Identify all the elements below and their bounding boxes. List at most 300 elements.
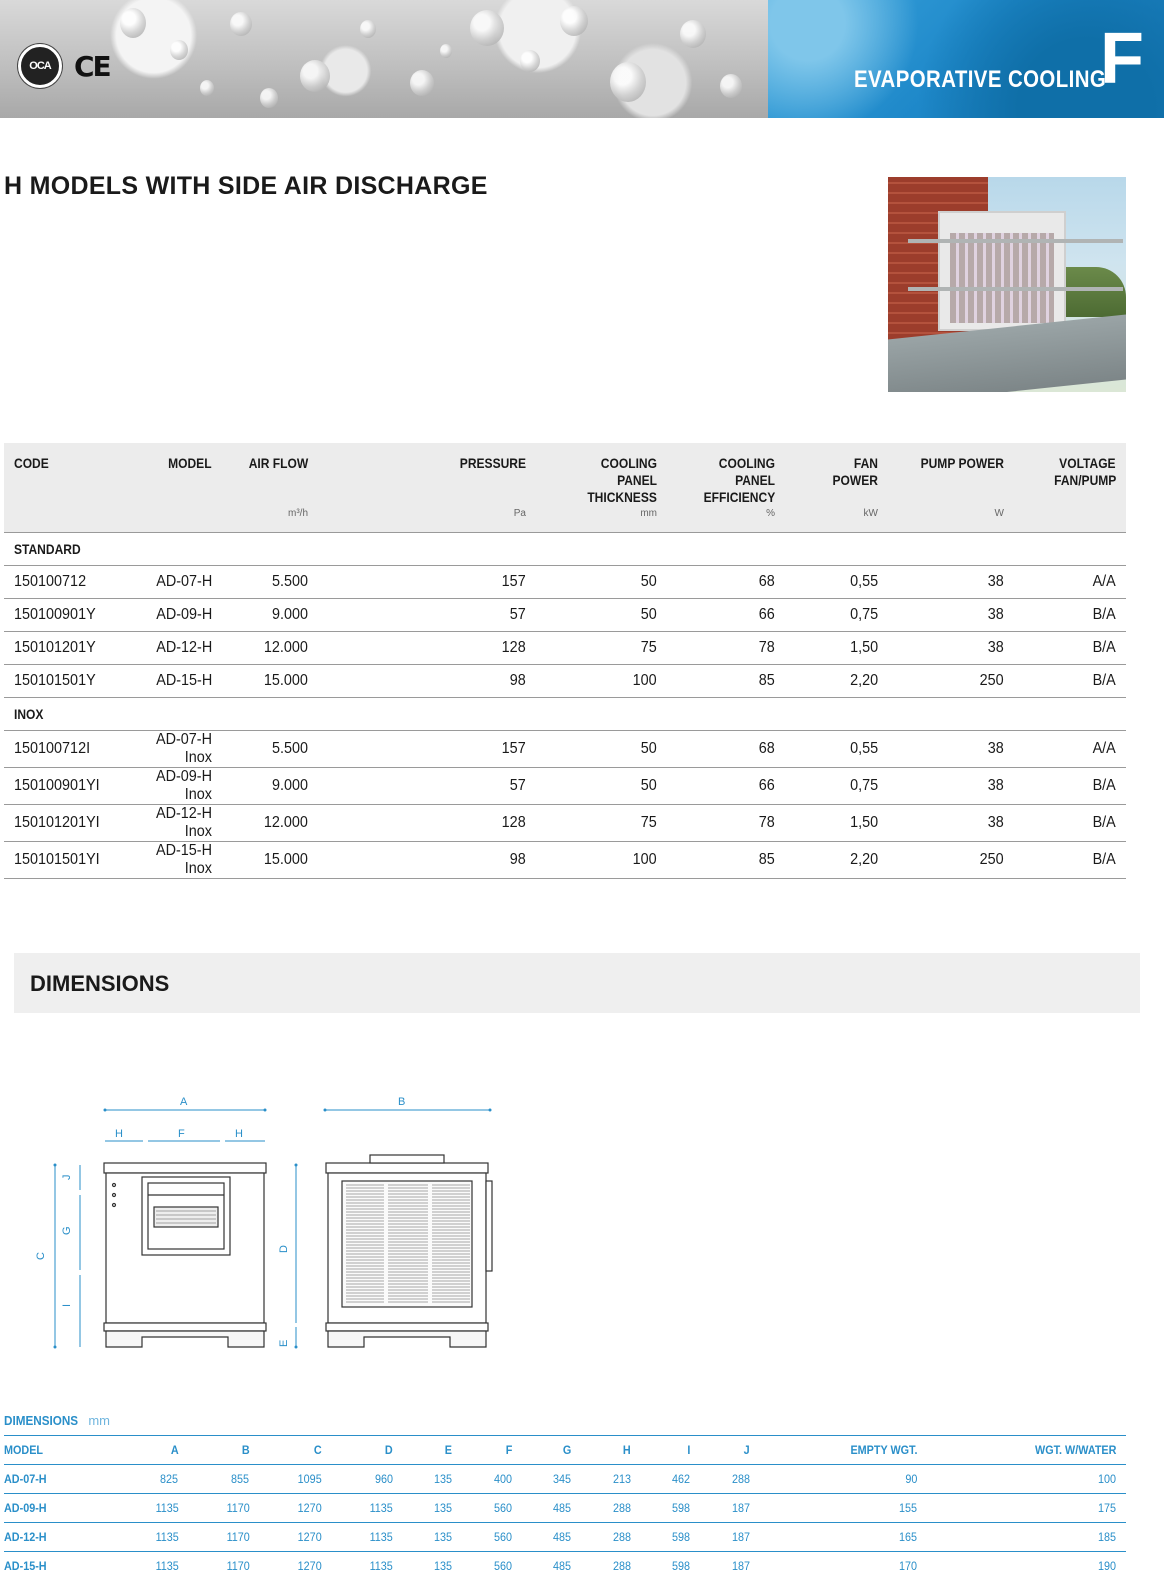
table-cell [888, 767, 1014, 804]
header-banner [0, 0, 1164, 118]
dim-col-header [760, 1436, 927, 1465]
cell-value: B/A [1092, 850, 1116, 868]
dim-cell-value: 1170 [226, 1559, 250, 1574]
dim-cell-value: 485 [553, 1559, 572, 1574]
col-header-model [124, 443, 222, 506]
dim-cell-value: 288 [612, 1559, 631, 1574]
dim-cell-value: 485 [553, 1501, 572, 1515]
group-row [4, 697, 1126, 730]
col-header-text: AIR FLOW [248, 455, 308, 471]
cell-value: 0,75 [849, 605, 878, 623]
cell-value: 150101501YI [14, 850, 100, 868]
cell-value: 66 [758, 605, 775, 623]
dim-cell-value: 100 [1097, 1472, 1116, 1486]
table-row [4, 804, 1126, 841]
cell-value: 128 [501, 638, 526, 656]
dim-table-cell [4, 1552, 118, 1581]
table-cell [124, 598, 222, 631]
cell-value: 150101201YI [14, 813, 100, 831]
dim-col-header-text: A [170, 1443, 179, 1457]
table-cell [536, 841, 667, 878]
dim-cell-value: 560 [493, 1530, 512, 1544]
table-cell [1014, 730, 1126, 767]
dim-cell-value: 187 [731, 1530, 750, 1544]
cell-value: 150100712I [14, 739, 91, 757]
dim-table-cell [118, 1523, 189, 1552]
table-cell [4, 598, 124, 631]
table-cell [222, 631, 318, 664]
cell-value: AD-09-H Inox [155, 767, 212, 803]
spec-table-header [4, 443, 1126, 506]
cell-value: 150101501Y [14, 671, 96, 689]
dim-label-e: E [278, 1339, 290, 1347]
dim-cell-value: 598 [672, 1501, 691, 1515]
cell-value: A/A [1092, 739, 1116, 757]
dim-col-header-text: C [314, 1443, 323, 1457]
table-cell [4, 841, 124, 878]
group-row [4, 532, 1126, 565]
dim-col-header-text: EMPTY WGT. [849, 1443, 917, 1457]
oca-logo: OCA [18, 44, 62, 88]
dim-cell-value: 1135 [155, 1530, 179, 1544]
dim-table-cell [259, 1523, 332, 1552]
dim-col-header [700, 1436, 759, 1465]
table-cell [667, 664, 785, 697]
dim-cell-value: 400 [493, 1472, 512, 1486]
cell-value: 38 [987, 638, 1004, 656]
dim-table-cell [641, 1494, 700, 1523]
dim-col-header [332, 1436, 403, 1465]
dim-cell-value: 1135 [369, 1559, 393, 1574]
dim-table-cell [927, 1494, 1126, 1523]
table-row [4, 631, 1126, 664]
cell-value: AD-15-H [155, 671, 212, 689]
table-cell [318, 804, 536, 841]
cell-value: 250 [979, 671, 1004, 689]
table-row [4, 598, 1126, 631]
table-cell [888, 565, 1014, 598]
table-cell [1014, 664, 1126, 697]
cell-value: 50 [640, 605, 657, 623]
table-cell [318, 664, 536, 697]
dim-table-cell [700, 1494, 759, 1523]
dim-table-cell [581, 1523, 640, 1552]
table-cell [318, 598, 536, 631]
dim-cell-value: 1135 [155, 1559, 179, 1574]
dim-table-cell [403, 1552, 462, 1581]
table-cell [667, 565, 785, 598]
dim-cell-value: 165 [898, 1530, 917, 1544]
table-cell [124, 631, 222, 664]
dim-table-cell [462, 1465, 521, 1494]
dim-cell-value: 213 [612, 1472, 631, 1486]
col-header-text: PUMP POWER [920, 455, 1004, 471]
table-cell [318, 841, 536, 878]
dim-cell-value: AD-12-H [4, 1530, 47, 1544]
cell-value: 12.000 [263, 638, 308, 656]
cell-value: 50 [640, 776, 657, 794]
table-cell [124, 841, 222, 878]
dim-table-cell [462, 1494, 521, 1523]
table-cell [222, 664, 318, 697]
ce-mark-logo: CE [74, 49, 110, 83]
table-cell [536, 631, 667, 664]
cell-value: 50 [640, 572, 657, 590]
dim-col-header [118, 1436, 189, 1465]
unit-cell: kW [785, 506, 888, 532]
cell-value: AD-15-H Inox [155, 841, 212, 877]
cell-value: AD-07-H Inox [155, 730, 212, 766]
dim-table-cell [522, 1523, 581, 1552]
table-cell [318, 730, 536, 767]
table-cell [785, 598, 888, 631]
table-cell [536, 664, 667, 697]
dim-cell-value: 1270 [297, 1501, 323, 1515]
cell-value: 66 [758, 776, 775, 794]
table-cell [4, 664, 124, 697]
dim-col-header-text: H [623, 1443, 631, 1457]
dim-label-d: D [278, 1245, 290, 1253]
cell-value: 78 [758, 638, 775, 656]
dim-cell-value: AD-09-H [4, 1501, 47, 1515]
table-cell [4, 565, 124, 598]
dim-col-header-text: G [562, 1443, 572, 1457]
cell-value: 38 [987, 739, 1004, 757]
col-header-text: EFFICIENCY [703, 489, 775, 505]
table-row [4, 730, 1126, 767]
dim-cell-value: 1135 [155, 1501, 179, 1515]
table-cell [785, 631, 888, 664]
dim-cell-value: 855 [231, 1472, 250, 1486]
dim-table-header [4, 1436, 1126, 1465]
table-cell [318, 565, 536, 598]
dim-table-cell [760, 1494, 927, 1523]
col-header-air-flow [222, 443, 318, 506]
unit-cell: mm [536, 506, 667, 532]
dim-col-header [462, 1436, 521, 1465]
dim-cell-value: 598 [672, 1530, 691, 1544]
dim-cell-value: 485 [553, 1530, 572, 1544]
dimensions-section-header [14, 953, 1140, 1013]
dim-col-header [4, 1436, 118, 1465]
unit-cell: % [667, 506, 785, 532]
table-cell [888, 730, 1014, 767]
dim-col-header [581, 1436, 640, 1465]
group-label-text: STANDARD [14, 540, 81, 557]
table-cell [536, 565, 667, 598]
dim-table-cell [4, 1494, 118, 1523]
dim-table-row [4, 1465, 1126, 1494]
table-row [4, 841, 1126, 878]
cell-value: 1,50 [849, 638, 878, 656]
dim-label-c: C [35, 1252, 47, 1260]
cell-value: AD-12-H [155, 638, 212, 656]
dim-label-h-left: H [115, 1128, 123, 1140]
unit-cell: W [888, 506, 1014, 532]
table-cell [888, 804, 1014, 841]
dim-col-header-text: D [385, 1443, 393, 1457]
col-header-fan-power [785, 443, 888, 506]
table-cell [888, 664, 1014, 697]
table-cell [1014, 804, 1126, 841]
dim-cell-value: 345 [553, 1472, 572, 1486]
table-cell [785, 565, 888, 598]
dim-cell-value: 288 [731, 1472, 750, 1486]
dim-col-header-text: J [743, 1443, 750, 1457]
dim-table-cell [700, 1523, 759, 1552]
dim-table-cell [641, 1523, 700, 1552]
cell-value: 2,20 [849, 671, 878, 689]
cell-value: B/A [1092, 813, 1116, 831]
banner-water-drops-image [0, 0, 768, 118]
dim-cell-value: 170 [898, 1559, 917, 1574]
table-cell [888, 841, 1014, 878]
cell-value: B/A [1092, 671, 1116, 689]
dim-table-cell [760, 1465, 927, 1494]
dim-col-header [188, 1436, 259, 1465]
table-cell [1014, 598, 1126, 631]
unit-cell: m³/h [222, 506, 318, 532]
dim-table-cell [462, 1523, 521, 1552]
dim-cell-value: 135 [434, 1472, 453, 1486]
table-cell [4, 804, 124, 841]
banner-section-tab [768, 0, 1164, 118]
dim-cell-value: AD-15-H [4, 1559, 47, 1574]
dim-cell-value: 190 [1097, 1559, 1116, 1574]
cell-value: 15.000 [263, 850, 308, 868]
table-cell [1014, 841, 1126, 878]
cell-value: A/A [1092, 572, 1116, 590]
cell-value: 38 [987, 776, 1004, 794]
dim-table-cell [188, 1494, 259, 1523]
dim-cell-value: 560 [493, 1559, 512, 1574]
table-cell [667, 767, 785, 804]
table-cell [222, 804, 318, 841]
col-header-text: FAN POWER [832, 455, 878, 488]
table-cell [318, 631, 536, 664]
dim-table-row [4, 1552, 1126, 1581]
col-header-voltage [1014, 443, 1126, 506]
dim-table-cell [332, 1494, 403, 1523]
col-header-text: THICKNESS [587, 489, 657, 505]
col-header-text: COOLING PANEL [600, 455, 657, 488]
unit-cell [4, 506, 124, 532]
table-cell [536, 598, 667, 631]
col-header-text: MODEL [168, 455, 212, 471]
dim-table-cell [188, 1552, 259, 1581]
certification-logos [18, 44, 110, 88]
table-cell [124, 565, 222, 598]
dim-table-cell [403, 1465, 462, 1494]
cell-value: 150100901Y [14, 605, 96, 623]
dim-table-cell [259, 1552, 332, 1581]
dim-cell-value: 598 [672, 1559, 691, 1574]
dim-cell-value: 462 [672, 1472, 691, 1486]
cell-value: 50 [640, 739, 657, 757]
dim-table-cell [4, 1465, 118, 1494]
table-cell [124, 730, 222, 767]
spec-table [4, 443, 1126, 879]
dim-cell-value: 1135 [369, 1501, 393, 1515]
dim-table-cell [332, 1523, 403, 1552]
table-cell [667, 598, 785, 631]
cell-value: AD-12-H Inox [155, 804, 212, 840]
table-cell [888, 631, 1014, 664]
dim-table-cell [4, 1523, 118, 1552]
table-row [4, 767, 1126, 804]
dim-table-cell [462, 1552, 521, 1581]
dim-label-h-right: H [235, 1128, 243, 1140]
cell-value: 85 [758, 671, 775, 689]
table-cell [4, 631, 124, 664]
cell-value: 100 [632, 850, 657, 868]
dim-table-cell [760, 1552, 927, 1581]
dim-col-header [259, 1436, 332, 1465]
dimension-drawing [30, 1085, 510, 1355]
col-header-panel-thickness [536, 443, 667, 506]
cell-value: B/A [1092, 776, 1116, 794]
table-cell [536, 767, 667, 804]
cell-value: 38 [987, 605, 1004, 623]
col-header-panel-efficiency [667, 443, 785, 506]
dim-col-header [522, 1436, 581, 1465]
dim-table-cell [259, 1494, 332, 1523]
table-cell [785, 730, 888, 767]
dim-label-f: F [178, 1128, 185, 1140]
dim-cell-value: 90 [904, 1472, 917, 1486]
dim-cell-value: 288 [612, 1530, 631, 1544]
dim-cell-value: AD-07-H [4, 1472, 47, 1486]
dim-table-cell [118, 1494, 189, 1523]
cell-value: 0,55 [849, 572, 878, 590]
dim-table-cell [118, 1552, 189, 1581]
dim-table-cell [641, 1552, 700, 1581]
cell-value: 128 [501, 813, 526, 831]
table-cell [1014, 767, 1126, 804]
unit-cell [124, 506, 222, 532]
dim-table-cell [927, 1465, 1126, 1494]
table-cell [222, 565, 318, 598]
cell-value: 38 [987, 813, 1004, 831]
table-cell [4, 730, 124, 767]
dim-label-g: G [61, 1226, 73, 1235]
col-header-code [4, 443, 124, 506]
dim-table-cell [927, 1552, 1126, 1581]
cell-value: 98 [509, 671, 526, 689]
cell-value: 15.000 [263, 671, 308, 689]
table-cell [222, 767, 318, 804]
section-letter: F [1100, 19, 1144, 99]
dim-cell-value: 187 [731, 1501, 750, 1515]
dim-table-cell [700, 1465, 759, 1494]
dim-cell-value: 1270 [297, 1559, 323, 1574]
dim-cell-value: 1135 [369, 1530, 393, 1544]
group-label [4, 697, 1126, 730]
cell-value: 12.000 [263, 813, 308, 831]
cell-value: 9.000 [271, 605, 308, 623]
group-label [4, 532, 1126, 565]
dim-table-unit: mm [88, 1413, 111, 1428]
table-cell [124, 767, 222, 804]
dim-table-cell [522, 1494, 581, 1523]
dimensions-section-title: DIMENSIONS [30, 971, 170, 996]
dim-table-cell [927, 1523, 1126, 1552]
table-cell [124, 664, 222, 697]
cell-value: 157 [501, 739, 526, 757]
dim-cell-value: 1095 [297, 1472, 323, 1486]
dim-col-header [927, 1436, 1126, 1465]
dim-col-header-text: I [687, 1443, 691, 1457]
cell-value: 2,20 [849, 850, 878, 868]
dim-table-cell [118, 1465, 189, 1494]
table-row [4, 664, 1126, 697]
table-cell [785, 664, 888, 697]
dim-table-cell [259, 1465, 332, 1494]
table-cell [785, 804, 888, 841]
dim-table-cell [403, 1494, 462, 1523]
cell-value: AD-07-H [155, 572, 212, 590]
dim-table-cell [522, 1465, 581, 1494]
dim-col-header-text: WGT. W/WATER [1034, 1443, 1116, 1457]
table-cell [124, 804, 222, 841]
dim-cell-value: 1170 [226, 1530, 250, 1544]
table-cell [785, 841, 888, 878]
dim-cell-value: 1170 [226, 1501, 250, 1515]
table-cell [667, 730, 785, 767]
cell-value: 150100712 [14, 572, 87, 590]
cell-value: AD-09-H [155, 605, 212, 623]
dim-table-cell [760, 1523, 927, 1552]
dim-table-cell [332, 1552, 403, 1581]
table-cell [318, 767, 536, 804]
dim-cell-value: 185 [1097, 1530, 1116, 1544]
table-cell [667, 804, 785, 841]
dim-col-header-text: B [241, 1443, 250, 1457]
col-header-text: PRESSURE [459, 455, 526, 471]
table-cell [536, 730, 667, 767]
cell-value: 0,55 [849, 739, 878, 757]
dim-label-b: B [398, 1096, 406, 1108]
dim-label-i: I [61, 1303, 73, 1307]
dim-col-header [641, 1436, 700, 1465]
dim-table-cell [188, 1465, 259, 1494]
dim-table-caption [4, 1413, 110, 1428]
cell-value: 75 [640, 813, 657, 831]
unit-cell [1014, 506, 1126, 532]
col-header-text: CODE [14, 455, 49, 471]
dim-cell-value: 1270 [297, 1530, 323, 1544]
dim-table-cell [522, 1552, 581, 1581]
cell-value: 68 [758, 572, 775, 590]
cell-value: 68 [758, 739, 775, 757]
cell-value: 85 [758, 850, 775, 868]
dim-cell-value: 135 [434, 1501, 453, 1515]
cell-value: 157 [501, 572, 526, 590]
table-row [4, 565, 1126, 598]
dimensions-table [4, 1435, 1126, 1581]
dim-table-caption-text: DIMENSIONS [4, 1413, 79, 1428]
col-header-pressure [318, 443, 536, 506]
cell-value: 1,50 [849, 813, 878, 831]
dim-label-j: J [61, 1174, 73, 1180]
dim-table-cell [641, 1465, 700, 1494]
product-photo [888, 177, 1126, 392]
dim-cell-value: 825 [160, 1472, 179, 1486]
front-view-unit [104, 1163, 266, 1347]
dim-table-row [4, 1494, 1126, 1523]
dim-table-cell [188, 1523, 259, 1552]
table-cell [222, 598, 318, 631]
